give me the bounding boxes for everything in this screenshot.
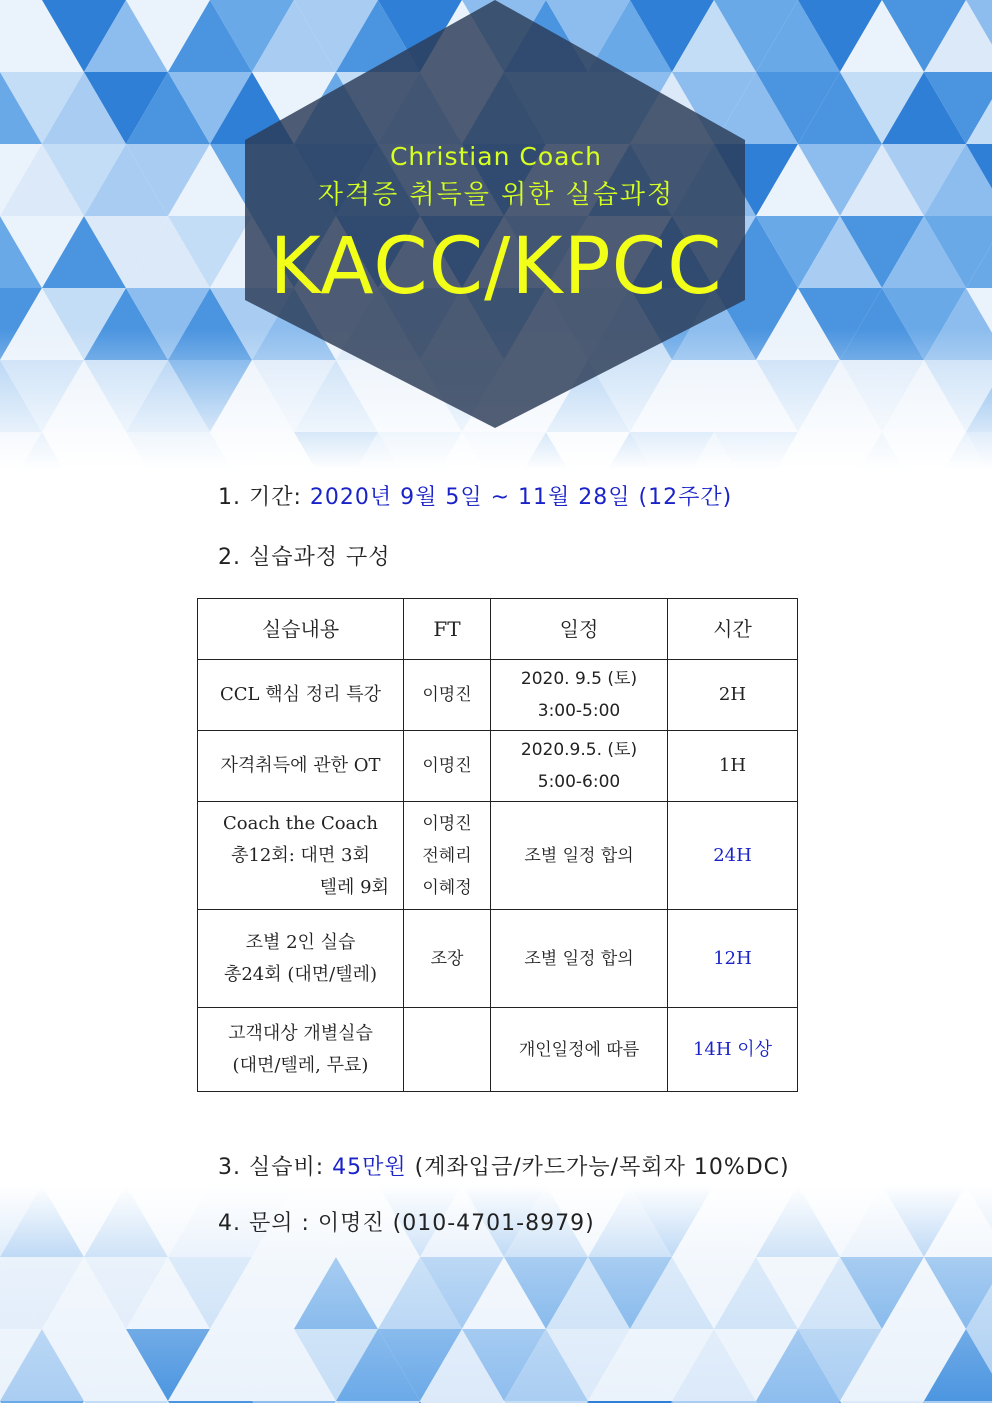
schedule-table: [197, 598, 798, 1092]
row-content: [198, 1008, 404, 1092]
ft-line: 이혜정: [422, 877, 472, 898]
fee-value: 45만원: [332, 1155, 407, 1180]
banner-subtitle-english: Christian Coach: [389, 142, 603, 171]
ft-line: 이명진: [422, 813, 472, 834]
table-row: [198, 731, 798, 802]
content-line: 고객대상 개별실습: [228, 1022, 373, 1044]
banner-subtitle-korean: 자격증 취득을 위한 실습과정: [317, 180, 675, 210]
ft-line: 전혜리: [422, 845, 472, 866]
header-ft: FT: [404, 599, 491, 660]
header-schedule: 일정: [491, 599, 668, 660]
row-hours: 12H: [668, 910, 798, 1008]
table-row: [198, 660, 798, 731]
schedule-line: 조별 일정 합의: [524, 948, 634, 969]
row-content: [198, 660, 404, 731]
fee-line: [218, 1150, 790, 1181]
row-ft: [404, 660, 491, 731]
content-line: (대면/텔레, 무료): [232, 1054, 369, 1076]
schedule-line: 조별 일정 합의: [524, 845, 634, 866]
row-schedule: [491, 802, 668, 910]
row-schedule: [491, 731, 668, 802]
row-hours: 1H: [668, 731, 798, 802]
content-line: Coach the Coach: [223, 812, 378, 834]
schedule-line: 개인일정에 따름: [518, 1039, 640, 1060]
banner-title: KACC/KPCC: [269, 222, 723, 312]
fee-note: (계좌입금/카드가능/목회자 10%DC): [414, 1155, 790, 1180]
composition-heading: 2. 실습과정 구성: [218, 545, 391, 570]
content-line: 총24회 (대면/텔레): [223, 963, 378, 985]
content-line: 조별 2인 실습: [245, 931, 356, 953]
period-value: 2020년 9월 5일 ~ 11월 28일 (12주간): [309, 485, 733, 510]
content-line: 총12회: 대면 3회: [231, 844, 370, 866]
schedule-line: 3:00-5:00: [537, 701, 621, 721]
content-line: CCL 핵심 정리 특강: [220, 684, 381, 705]
row-schedule: [491, 660, 668, 731]
header-content: 실습내용: [198, 599, 404, 660]
row-schedule: [491, 1008, 668, 1092]
header-hours: 시간: [668, 599, 798, 660]
table-row: [198, 910, 798, 1008]
row-schedule: [491, 910, 668, 1008]
row-content: [198, 910, 404, 1008]
row-ft: [404, 910, 491, 1008]
table-header-row: [198, 599, 798, 660]
ft-line: 조장: [430, 948, 464, 969]
row-ft: [404, 1008, 491, 1092]
content-line: 텔레 9회: [319, 876, 389, 898]
row-hours: 14H 이상: [668, 1008, 798, 1092]
table-row: [198, 802, 798, 910]
schedule-line: 2020. 9.5 (토): [520, 669, 638, 689]
ft-line: 이명진: [422, 685, 472, 705]
period-line: [218, 480, 732, 511]
row-ft: [404, 802, 491, 910]
period-label: 1. 기간:: [218, 485, 302, 510]
row-ft: [404, 731, 491, 802]
schedule-line: 5:00-6:00: [537, 772, 621, 792]
row-hours: 24H: [668, 802, 798, 910]
contact-line: 4. 문의 : 이명진 (010-4701-8979): [218, 1211, 595, 1236]
row-content: [198, 802, 404, 910]
ft-line: 이명진: [422, 756, 472, 776]
schedule-line: 2020.9.5. (토): [520, 740, 638, 760]
table-row: [198, 1008, 798, 1092]
row-content: [198, 731, 404, 802]
content-line: 자격취득에 관한 OT: [220, 755, 381, 776]
fee-label: 3. 실습비:: [218, 1155, 325, 1180]
row-hours: 2H: [668, 660, 798, 731]
